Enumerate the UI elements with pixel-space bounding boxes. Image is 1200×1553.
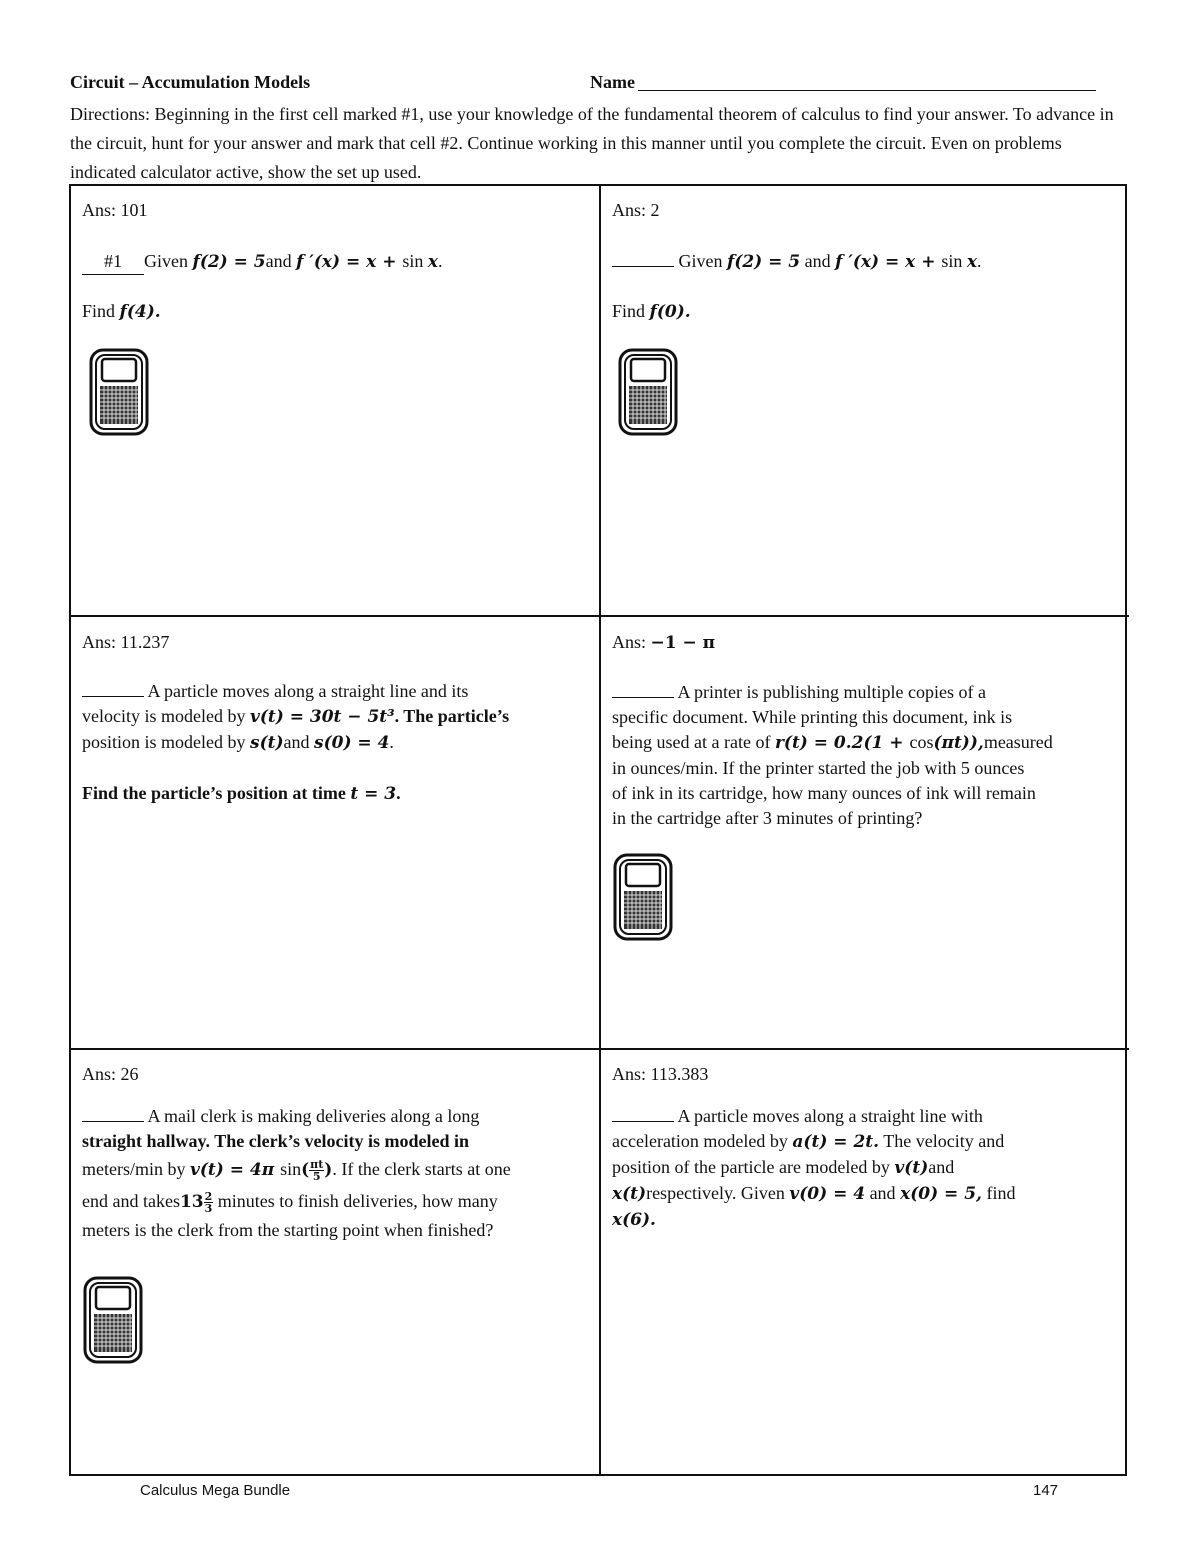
cell-number-blank[interactable] (82, 1105, 144, 1122)
grid-divider-vertical (599, 184, 601, 1476)
calculator-icon (618, 348, 678, 436)
circuit-cell-3: Ans: 11.237 A particle moves along a straight line and its velocity is modeled by v(t) = 30t − 5t³. The particle’s position is modeled by s(t)and s(0) = 4. Find the particle’s position at time t = 3. (82, 630, 592, 807)
directions: Directions: Beginning in the first cell marked #1, use your knowledge of the fundamental theorem of calculus to find your answer. To advance in the circuit, hunt for your answer and mark that cell #2. Continue working in this manner until you complete the circuit. Even on problems indicated calculator active, show the set up used. (70, 104, 1114, 182)
circuit-cell-5: Ans: 26 A mail clerk is making deliveries along a long straight hallway. The clerk’s velocity is modeled in meters/min by v(t) = 4π sin( $\frac{\pi t}{5}$ ). If the clerk starts at one end and takes13 $\frac{2}{3}$ minutes to finish deliveries, how many meters is the clerk from the starting point when finished? (82, 1062, 592, 1243)
cell-problem: A particle moves along a straight line and its (82, 679, 592, 704)
cell-answer: Ans: 2 (612, 200, 660, 220)
cell-problem: A particle moves along a straight line with (612, 1104, 1124, 1129)
circuit-cell-6: Ans: 113.383 A particle moves along a straight line with acceleration modeled by a(t) = 2t. The velocity and position of the particle are modeled by v(t)and x(t)respectively. Given v(0) = 4 and x(0) = 5, find x(6). (612, 1062, 1124, 1233)
circuit-cell-4: Ans: −1 − π A printer is publishing multiple copies of a specific document. While printing this document, ink is being used at a rate of r(t) = 0.2(1 + cos(πt)),measured in ounces/min. If the printer started the job with 5 ounces of ink in its cartridge, how many ounces of ink will remain in the cartridge after 3 minutes of printing? (612, 630, 1124, 831)
name-label: Name (590, 72, 635, 92)
circuit-cell-2 (612, 198, 1117, 325)
name-line (638, 90, 1096, 91)
worksheet-title: Circuit – Accumulation Models (70, 72, 311, 92)
cell-question: Find f(0). (612, 301, 691, 322)
grid-divider-horizontal (69, 1048, 1129, 1050)
footer-source: Calculus Mega Bundle (140, 1482, 291, 1499)
cell-problem: #1 Given f(2) = 5and f ′(x) = x + sin x. (82, 249, 587, 275)
cell-problem: A mail clerk is making deliveries along a long (82, 1104, 592, 1129)
cell-problem: Given f(2) = 5 and f ′(x) = x + sin x. (612, 249, 1117, 275)
cell-number-blank[interactable] (82, 680, 144, 697)
cell-number-blank[interactable] (612, 1105, 674, 1122)
cell-answer: Ans: 11.237 (82, 632, 170, 652)
cell-answer: Ans: 101 (82, 200, 148, 220)
cell-problem: A printer is publishing multiple copies of a (612, 680, 1124, 705)
header (70, 72, 1130, 96)
page-number: 147 (1033, 1482, 1059, 1499)
cell-answer: Ans: −1 − π (612, 632, 716, 653)
grid-divider-horizontal (69, 615, 1129, 617)
cell-number-blank[interactable] (612, 250, 674, 267)
calculator-icon (83, 1276, 143, 1364)
calculator-icon (89, 348, 149, 436)
cell-question: Find f(4). (82, 301, 161, 322)
cell-answer: Ans: 26 (82, 1064, 139, 1084)
cell-question: Find the particle’s position at time t = 3. (82, 783, 401, 804)
circuit-cell-1 (82, 198, 587, 325)
calculator-icon (613, 853, 673, 941)
cell-answer: Ans: 113.383 (612, 1064, 709, 1084)
cell-number-blank[interactable] (612, 681, 674, 698)
cell-number-mark: #1 (82, 249, 144, 275)
